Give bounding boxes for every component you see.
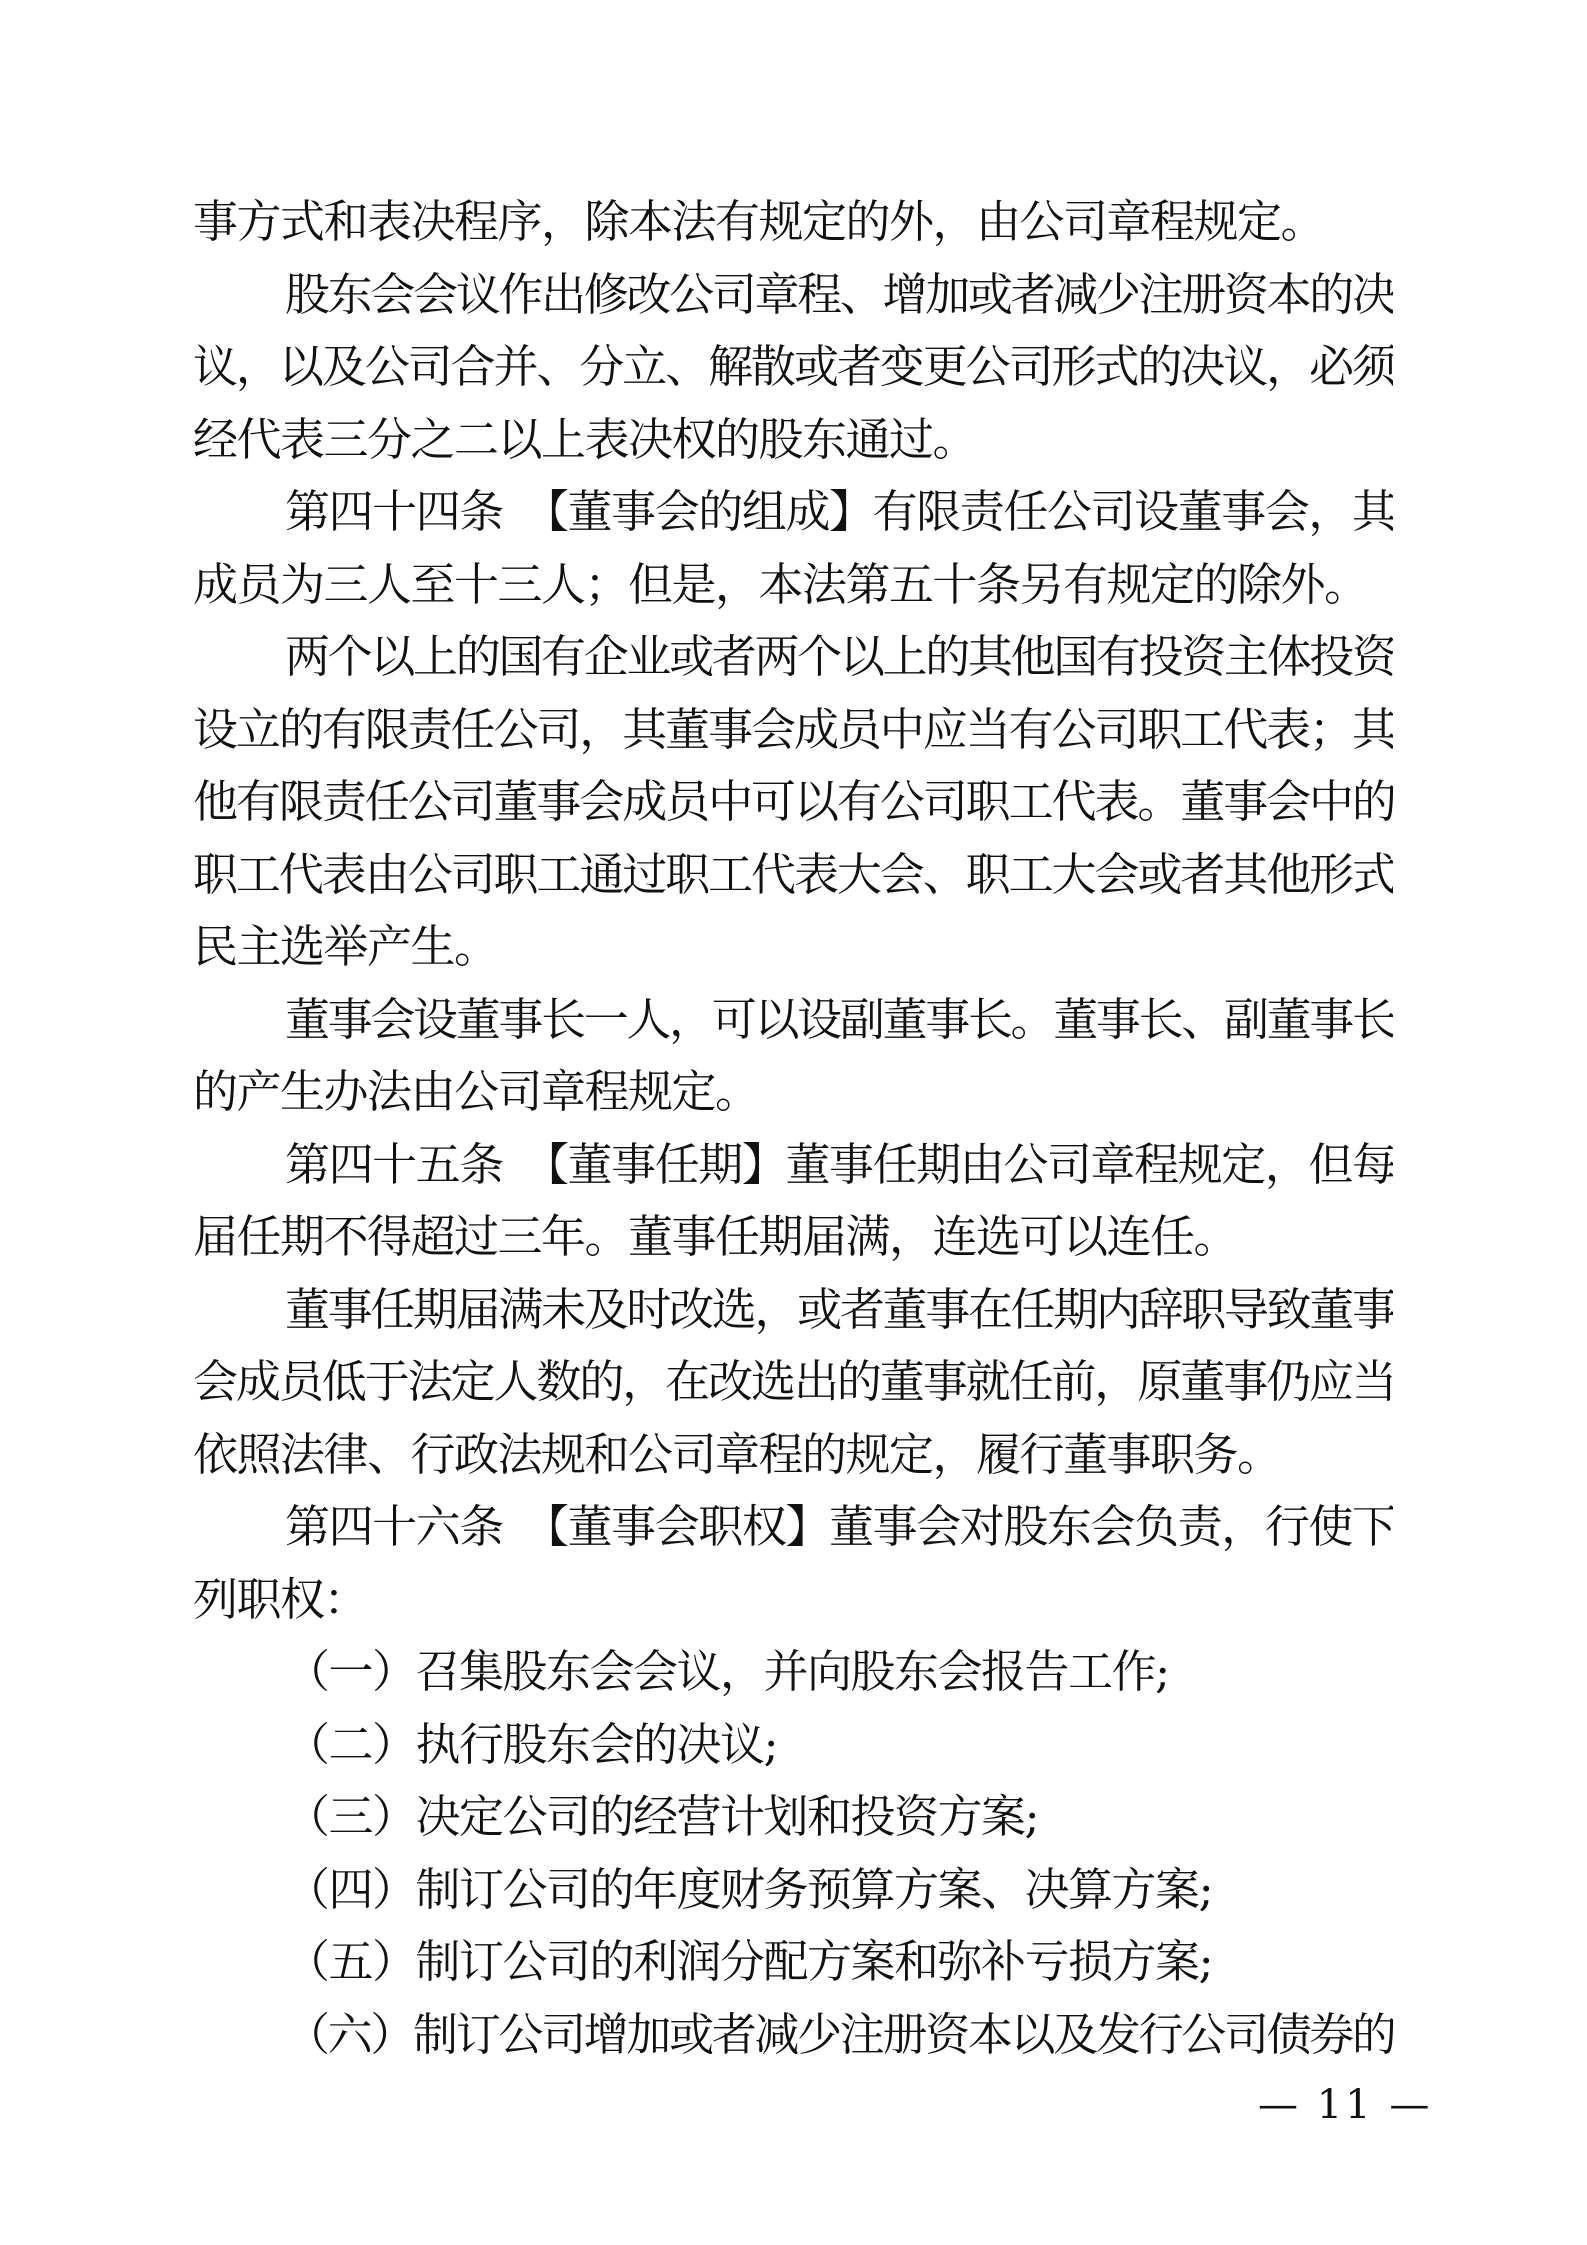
text-line: 议，以及公司合并、分立、解散或者变更公司形式的决议，必须 (193, 340, 1393, 393)
text-line: 依照法律、行政法规和公司章程的规定，履行董事职务。 (193, 1427, 1281, 1481)
text-line: 列职权： (193, 1572, 368, 1626)
text-line: （六）制订公司增加或者减少注册资本以及发行公司债券的 (285, 2007, 1393, 2061)
text-line: （四）制订公司的年度财务预算方案、决算方案; (285, 1862, 1213, 1916)
text-line: 第四十四条 【董事会的组成】有限责任公司设董事会，其 (285, 485, 1393, 538)
text-line: 股东会会议作出修改公司章程、增加或者减少注册资本的决 (285, 267, 1393, 321)
text-line: （三）决定公司的经营计划和投资方案; (285, 1790, 1039, 1843)
page-number: — 11 — (1258, 2082, 1433, 2128)
text-line: 职工代表由公司职工通过职工代表大会、职工大会或者其他形式 (193, 847, 1393, 901)
text-line: 第四十六条 【董事会职权】董事会对股东会负责，行使下 (285, 1500, 1393, 1553)
text-line: 第四十五条 【董事任期】董事任期由公司章程规定，但每 (285, 1137, 1393, 1191)
text-line: 两个以上的国有企业或者两个以上的其他国有投资主体投资 (285, 630, 1393, 683)
text-line: 经代表三分之二以上表决权的股东通过。 (193, 412, 977, 466)
text-line: 会成员低于法定人数的，在改选出的董事就任前，原董事仍应当 (193, 1355, 1393, 1408)
text-line: 成员为三人至十三人；但是，本法第五十条另有规定的除外。 (193, 557, 1368, 611)
text-block (193, 186, 1393, 2071)
text-line: 事方式和表决程序，除本法有规定的外，由公司章程规定。 (193, 195, 1325, 248)
text-line: （一）召集股东会会议，并向股东会报告工作; (285, 1645, 1169, 1698)
text-line: 的产生办法由公司章程规定。 (193, 1065, 759, 1118)
text-line: 董事会设董事长一人，可以设副董事长。董事长、副董事长 (285, 992, 1393, 1046)
text-line: 民主选举产生。 (193, 920, 498, 973)
text-line: 董事任期届满未及时改选，或者董事在任期内辞职导致董事 (285, 1282, 1393, 1336)
text-line: （二）执行股东会的决议; (285, 1717, 778, 1771)
text-line: 他有限责任公司董事会成员中可以有公司职工代表。董事会中的 (193, 775, 1393, 828)
text-line: 设立的有限责任公司，其董事会成员中应当有公司职工代表；其 (193, 702, 1393, 756)
text-line: （五）制订公司的利润分配方案和弥补亏损方案; (285, 1935, 1213, 1988)
text-line: 届任期不得超过三年。董事任期届满，连选可以连任。 (193, 1210, 1238, 1263)
